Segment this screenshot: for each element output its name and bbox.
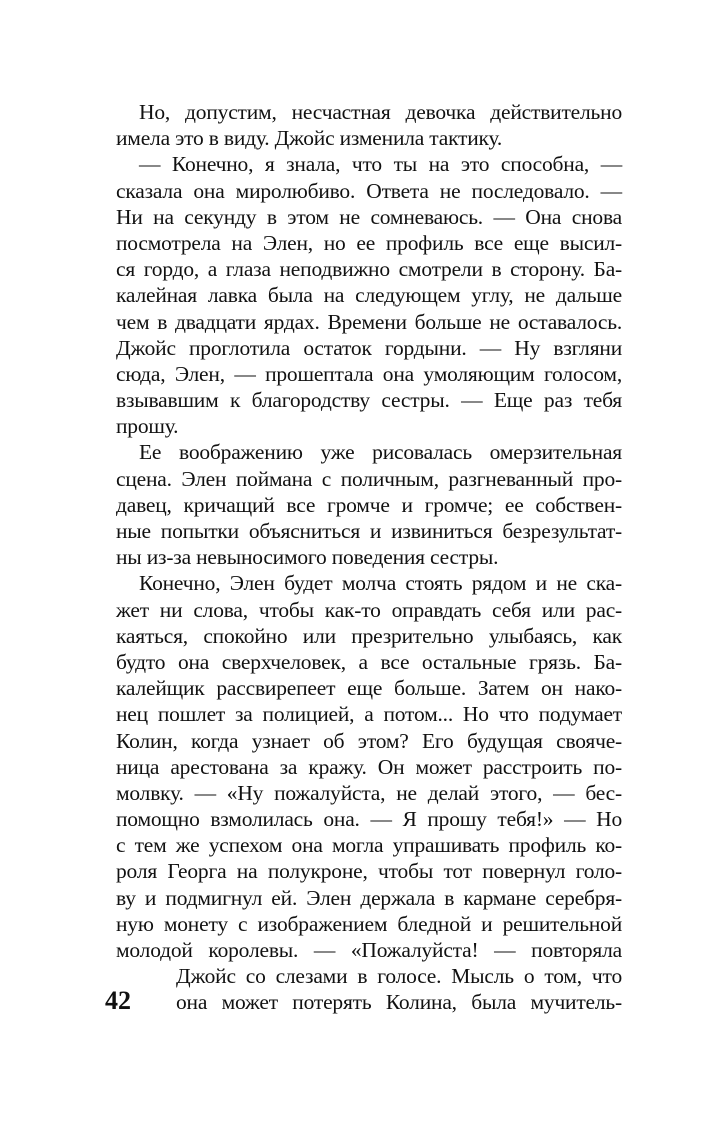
text-line: ны из-за невыносимого поведения сестры. <box>116 545 499 570</box>
text-line: ница арестована за кражу. Он может расстроить по- <box>116 754 622 779</box>
text-line: каяться, спокойно или презрительно улыбаясь, как <box>116 623 622 648</box>
text-line: Колин, когда узнает об этом? Его будущая свояче- <box>116 728 622 753</box>
body-text <box>116 99 622 963</box>
text-line: ные попытки объясниться и извиниться безрезультат- <box>116 519 622 543</box>
text-line: давец, кричащий все громче и громче; ее собствен- <box>116 492 622 517</box>
text-line: ся гордо, а глаза неподвижно смотрели в сторону. Ба- <box>116 257 622 282</box>
text-line: она может потерять Колина, была мучитель- <box>176 990 622 1015</box>
text-line: Джойс проглотила остаток гордыни. — Ну взгляни <box>116 335 622 360</box>
text-line: сказала она миролюбиво. Ответа не последовало. — <box>116 178 622 203</box>
text-line: Конечно, Элен будет молча стоять рядом и не ска- <box>139 571 622 596</box>
text-line: калейщик рассвирепеет еще больше. Затем он нако- <box>116 676 622 701</box>
page-number: 42 <box>105 986 131 1015</box>
text-line: с тем же успехом она могла упрашивать профиль ко- <box>116 833 622 858</box>
text-line: — Конечно, я знала, что ты на это способна, — <box>139 152 622 177</box>
text-line: ву и подмигнул ей. Элен держала в кармане серебря- <box>116 885 622 910</box>
text-line: калейная лавка была на следующем углу, не дальше <box>116 283 622 308</box>
text-line: молодой королевы. — «Пожалуйста! — повторяла <box>116 938 622 962</box>
text-line: имела это в виду. Джойс изменила тактику. <box>116 126 503 151</box>
text-line: помощно взмолилась она. — Я прошу тебя!» — Но <box>116 807 622 832</box>
text-line: Но, допустим, несчастная девочка действительно <box>139 100 622 124</box>
text-line: Ни на секунду в этом не сомневаюсь. — Она снова <box>116 204 622 229</box>
text-line: роля Георга на полукроне, чтобы тот повернул голо- <box>116 859 622 884</box>
text-line: прошу. <box>116 414 179 439</box>
text-line: молвку. — «Ну пожалуйста, не делай этого, — бес- <box>116 780 622 805</box>
text-line: сюда, Элен, — прошептала она умоляющим голосом, <box>116 361 622 386</box>
text-line: будто она сверхчеловек, а все остальные грязь. Ба- <box>116 649 622 674</box>
text-line: жет ни слова, чтобы как-то оправдать себя или рас- <box>116 597 622 622</box>
text-line: Ее воображению уже рисовалась омерзительная <box>139 440 622 465</box>
text-line: сцена. Элен поймана с поличным, разгневанный про- <box>116 466 622 491</box>
text-line: ную монету с изображением бледной и решительной <box>116 911 622 936</box>
body-text-continuation <box>176 963 622 1015</box>
text-line: взывавшим к благородству сестры. — Еще раз тебя <box>116 388 622 413</box>
text-line: Джойс со слезами в голосе. Мысль о том, что <box>176 964 622 988</box>
text-line: нец пошлет за полицией, а потом... Но что подумает <box>116 702 622 727</box>
text-line: посмотрела на Элен, но ее профиль все еще высил- <box>116 230 622 255</box>
text-line: чем в двадцати ярдах. Времени больше не оставалось. <box>116 309 622 334</box>
